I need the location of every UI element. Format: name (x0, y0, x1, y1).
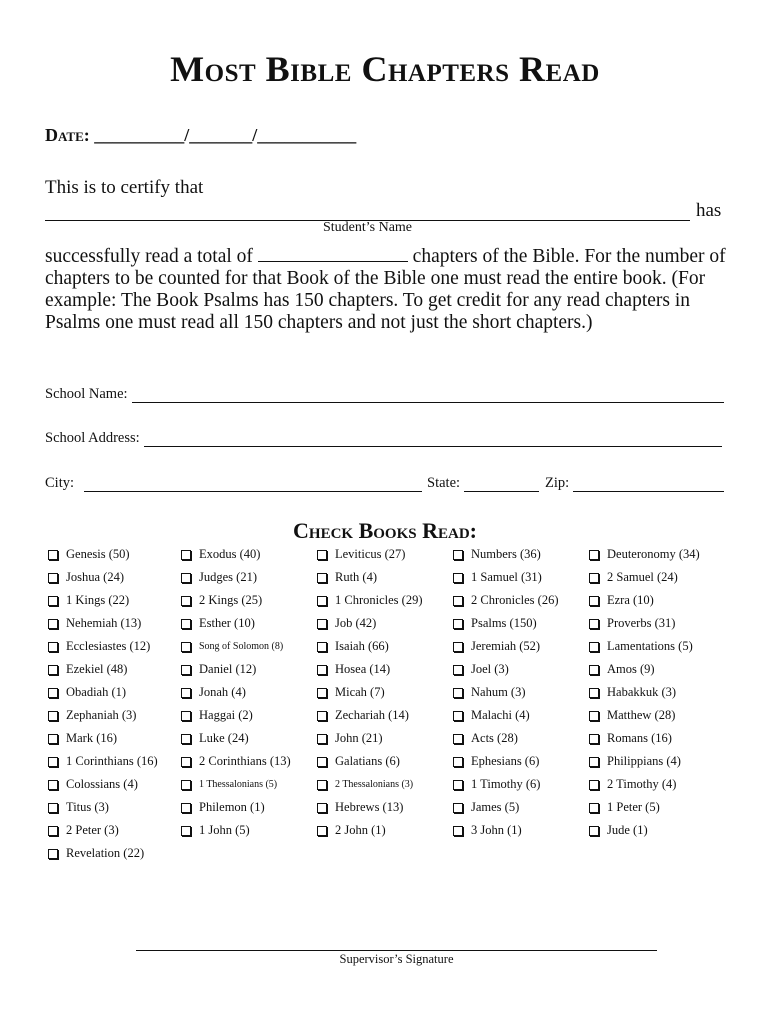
book-checkbox[interactable]: 1 Thessalonians (5) (181, 779, 317, 790)
book-checkbox[interactable]: Mark (16) (48, 731, 181, 746)
book-checkbox[interactable]: Romans (16) (589, 731, 672, 746)
checkbox-icon[interactable] (317, 757, 327, 767)
checkbox-icon[interactable] (589, 573, 599, 583)
zip-label: Zip: (545, 475, 570, 491)
books-row (48, 704, 763, 727)
school-address-row (45, 430, 722, 447)
book-checkbox[interactable]: Zechariah (14) (317, 708, 453, 723)
checkbox-icon[interactable] (181, 688, 191, 698)
student-name-label: Student’s Name (322, 220, 413, 235)
checkbox-icon[interactable] (589, 826, 599, 836)
book-checkbox[interactable]: 2 Chronicles (26) (453, 593, 589, 608)
books-row (48, 796, 763, 819)
checkbox-icon[interactable] (453, 826, 463, 836)
school-address-field[interactable] (144, 432, 722, 447)
book-checkbox[interactable]: Song of Solomon (8) (181, 641, 317, 652)
checkbox-icon[interactable] (317, 573, 327, 583)
book-checkbox[interactable]: Luke (24) (181, 731, 317, 746)
book-checkbox[interactable]: 1 Samuel (31) (453, 570, 589, 585)
book-checkbox[interactable]: Revelation (22) (48, 846, 181, 861)
checkbox-icon[interactable] (48, 596, 58, 606)
school-name-field[interactable] (132, 388, 724, 403)
checkbox-icon[interactable] (589, 596, 599, 606)
checkbox-icon[interactable] (453, 550, 463, 560)
checkbox-icon[interactable] (317, 780, 327, 790)
book-checkbox[interactable]: Galatians (6) (317, 754, 453, 769)
book-checkbox[interactable]: Joshua (24) (48, 570, 181, 585)
checkbox-icon[interactable] (181, 803, 191, 813)
checkbox-icon[interactable] (317, 642, 327, 652)
checkbox-icon[interactable] (453, 757, 463, 767)
checkbox-icon[interactable] (589, 642, 599, 652)
checkbox-icon[interactable] (317, 550, 327, 560)
checkbox-icon[interactable] (181, 573, 191, 583)
book-checkbox[interactable]: Titus (3) (48, 800, 181, 815)
book-checkbox[interactable]: Esther (10) (181, 616, 317, 631)
chapters-total-field[interactable] (258, 245, 408, 262)
checkbox-icon[interactable] (317, 619, 327, 629)
book-checkbox[interactable]: Haggai (2) (181, 708, 317, 723)
checkbox-icon[interactable] (181, 826, 191, 836)
book-checkbox[interactable]: Daniel (12) (181, 662, 317, 677)
book-checkbox[interactable]: 1 Chronicles (29) (317, 593, 453, 608)
books-row (48, 819, 763, 842)
book-checkbox[interactable]: Hebrews (13) (317, 800, 453, 815)
book-checkbox[interactable]: 3 John (1) (453, 823, 589, 838)
checkbox-icon[interactable] (48, 688, 58, 698)
checkbox-icon[interactable] (589, 734, 599, 744)
checkbox-icon[interactable] (181, 757, 191, 767)
checkbox-icon[interactable] (453, 665, 463, 675)
book-checkbox[interactable]: 1 Timothy (6) (453, 777, 589, 792)
checkbox-icon[interactable] (48, 780, 58, 790)
checkbox-icon[interactable] (589, 550, 599, 560)
book-checkbox[interactable]: 2 Peter (3) (48, 823, 181, 838)
book-checkbox[interactable]: 2 Kings (25) (181, 593, 317, 608)
book-checkbox[interactable]: 1 Corinthians (16) (48, 754, 181, 769)
check-books-title: Check Books Read: (293, 518, 477, 543)
book-checkbox[interactable]: Exodus (40) (181, 547, 317, 562)
book-checkbox[interactable]: Psalms (150) (453, 616, 589, 631)
supervisor-signature-label: Supervisor’s Signature (339, 952, 454, 966)
book-checkbox[interactable]: Matthew (28) (589, 708, 675, 723)
checkbox-icon[interactable] (181, 642, 191, 652)
book-checkbox[interactable]: Philippians (4) (589, 754, 681, 769)
checkbox-icon[interactable] (48, 711, 58, 721)
checkbox-icon[interactable] (48, 642, 58, 652)
state-field[interactable] (464, 477, 539, 492)
city-field[interactable] (84, 477, 422, 492)
books-row (48, 842, 763, 865)
books-checklist (48, 543, 763, 865)
checkbox-icon[interactable] (48, 619, 58, 629)
checkbox-icon[interactable] (453, 780, 463, 790)
checkbox-icon[interactable] (453, 642, 463, 652)
book-checkbox[interactable]: Numbers (36) (453, 547, 589, 562)
book-checkbox[interactable]: Joel (3) (453, 662, 589, 677)
checkbox-icon[interactable] (181, 780, 191, 790)
checkbox-icon[interactable] (453, 734, 463, 744)
checkbox-icon[interactable] (48, 849, 58, 859)
checkbox-icon[interactable] (589, 780, 599, 790)
checkbox-icon[interactable] (453, 596, 463, 606)
books-row (48, 589, 763, 612)
page-title: Most Bible Chapters Read (170, 49, 600, 89)
books-row (48, 543, 763, 566)
book-checkbox[interactable]: Jude (1) (589, 823, 648, 838)
book-checkbox[interactable]: Hosea (14) (317, 662, 453, 677)
book-checkbox[interactable]: 1 Peter (5) (589, 800, 660, 815)
books-row (48, 658, 763, 681)
book-checkbox[interactable]: Job (42) (317, 616, 453, 631)
book-checkbox[interactable]: Acts (28) (453, 731, 589, 746)
book-checkbox[interactable]: 2 Timothy (4) (589, 777, 676, 792)
checkbox-icon[interactable] (181, 734, 191, 744)
book-checkbox[interactable]: Jeremiah (52) (453, 639, 589, 654)
date-row (45, 125, 356, 146)
book-checkbox[interactable]: Micah (7) (317, 685, 453, 700)
checkbox-icon[interactable] (317, 688, 327, 698)
book-checkbox[interactable]: Nehemiah (13) (48, 616, 181, 631)
books-row (48, 681, 763, 704)
book-checkbox[interactable]: Zephaniah (3) (48, 708, 181, 723)
book-checkbox[interactable]: 2 Thessalonians (3) (317, 779, 453, 790)
book-checkbox[interactable]: Deuteronomy (34) (589, 547, 700, 562)
checkbox-icon[interactable] (317, 711, 327, 721)
student-name-field[interactable] (45, 200, 690, 221)
checkbox-icon[interactable] (48, 826, 58, 836)
has-text: has (696, 200, 722, 221)
checkbox-icon[interactable] (589, 757, 599, 767)
book-checkbox[interactable]: Ephesians (6) (453, 754, 589, 769)
checkbox-icon[interactable] (317, 665, 327, 675)
checkbox-icon[interactable] (48, 550, 58, 560)
book-checkbox[interactable]: Ecclesiastes (12) (48, 639, 181, 654)
body-suffix: chapters of the Bible. For the number of chapters to be counted for that Book of the Bible one must read the entire book. (For example: The Book Psalms has 150 chapters. To get credit for any read chapters in Psalms one must read all 150 chapters and not just the short chapters.) (45, 246, 726, 333)
checkbox-icon[interactable] (48, 757, 58, 767)
book-checkbox[interactable]: Ezra (10) (589, 593, 654, 608)
checkbox-icon[interactable] (181, 665, 191, 675)
book-checkbox[interactable]: Amos (9) (589, 662, 655, 677)
checkbox-icon[interactable] (453, 573, 463, 583)
checkbox-icon[interactable] (453, 619, 463, 629)
book-checkbox[interactable]: Ruth (4) (317, 570, 453, 585)
zip-field[interactable] (573, 477, 724, 492)
checkbox-icon[interactable] (48, 803, 58, 813)
checkbox-icon[interactable] (317, 596, 327, 606)
city-label: City: (45, 475, 75, 491)
books-row (48, 750, 763, 773)
book-checkbox[interactable]: Isaiah (66) (317, 639, 453, 654)
checkbox-icon[interactable] (453, 688, 463, 698)
book-checkbox[interactable]: Lamentations (5) (589, 639, 693, 654)
books-row (48, 612, 763, 635)
school-name-row (45, 386, 724, 403)
checkbox-icon[interactable] (453, 803, 463, 813)
book-checkbox[interactable]: Proverbs (31) (589, 616, 675, 631)
book-checkbox[interactable]: 2 Corinthians (13) (181, 754, 317, 769)
school-address-label: School Address: (45, 430, 140, 446)
body-prefix: successfully read a total of (45, 246, 258, 267)
book-checkbox[interactable]: Colossians (4) (48, 777, 181, 792)
date-label: Date: (45, 125, 90, 145)
checkbox-icon[interactable] (48, 734, 58, 744)
book-checkbox[interactable]: Obadiah (1) (48, 685, 181, 700)
checkbox-icon[interactable] (181, 550, 191, 560)
checkbox-icon[interactable] (181, 711, 191, 721)
book-checkbox[interactable]: James (5) (453, 800, 589, 815)
supervisor-signature-field[interactable] (136, 950, 657, 951)
book-checkbox[interactable]: 2 John (1) (317, 823, 453, 838)
book-checkbox[interactable]: 1 John (5) (181, 823, 317, 838)
state-label: State: (427, 475, 461, 491)
book-checkbox[interactable]: Nahum (3) (453, 685, 589, 700)
books-row (48, 727, 763, 750)
book-checkbox[interactable]: Philemon (1) (181, 800, 317, 815)
checkbox-icon[interactable] (589, 619, 599, 629)
book-checkbox[interactable]: Leviticus (27) (317, 547, 453, 562)
checkbox-icon[interactable] (589, 803, 599, 813)
checkbox-icon[interactable] (181, 596, 191, 606)
checkbox-icon[interactable] (317, 826, 327, 836)
date-field[interactable]: __________/_______/___________ (94, 125, 357, 145)
checkbox-icon[interactable] (589, 665, 599, 675)
books-row (48, 773, 763, 796)
checkbox-icon[interactable] (589, 711, 599, 721)
book-checkbox[interactable]: Genesis (50) (48, 547, 181, 562)
checkbox-icon[interactable] (453, 711, 463, 721)
checkbox-icon[interactable] (317, 803, 327, 813)
checkbox-icon[interactable] (317, 734, 327, 744)
checkbox-icon[interactable] (181, 619, 191, 629)
book-checkbox[interactable]: 1 Kings (22) (48, 593, 181, 608)
book-checkbox[interactable]: Habakkuk (3) (589, 685, 676, 700)
books-row (48, 566, 763, 589)
certificate-body (45, 245, 735, 334)
book-checkbox[interactable]: Judges (21) (181, 570, 317, 585)
city-state-zip-row (45, 475, 724, 492)
certify-text: This is to certify that (45, 177, 204, 198)
book-checkbox[interactable]: Malachi (4) (453, 708, 589, 723)
school-name-label: School Name: (45, 386, 128, 402)
book-checkbox[interactable]: 2 Samuel (24) (589, 570, 678, 585)
book-checkbox[interactable]: Jonah (4) (181, 685, 317, 700)
book-checkbox[interactable]: John (21) (317, 731, 453, 746)
checkbox-icon[interactable] (589, 688, 599, 698)
checkbox-icon[interactable] (48, 665, 58, 675)
books-row (48, 635, 763, 658)
book-checkbox[interactable]: Ezekiel (48) (48, 662, 181, 677)
checkbox-icon[interactable] (48, 573, 58, 583)
